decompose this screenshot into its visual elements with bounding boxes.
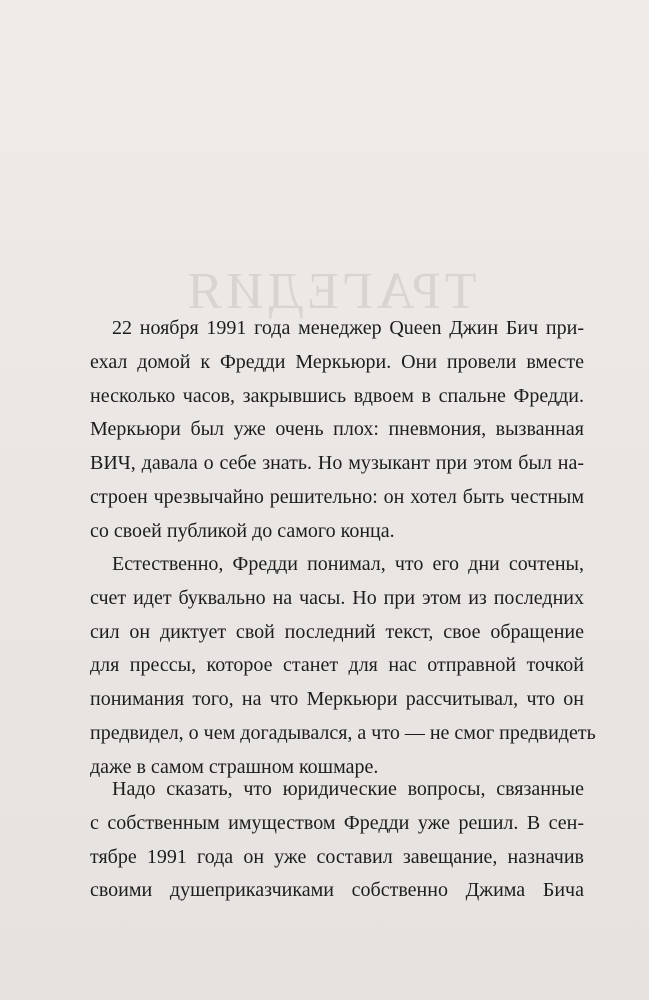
text-line: понимания того, на что Меркьюри рассчитывал, что он — [90, 688, 584, 711]
text-line: с собственным имуществом Фредди уже решил. В сен- — [90, 811, 584, 834]
text-line: предвидел, о чем догадывался, а что — не смог предвидеть — [90, 721, 596, 744]
text-line: Естественно, Фредди понимал, что его дни сочтены, — [112, 553, 584, 575]
text-line: ВИЧ, давала о себе знать. Но музыкант при этом был на- — [90, 452, 584, 475]
paragraph-3 — [90, 773, 584, 908]
text-line: сил он диктует свой последний текст, свое обращение — [90, 620, 584, 643]
text-line: 22 ноября 1991 года менеджер Queen Джин Бич при- — [112, 317, 584, 339]
text-line: со своей публикой до самого конца. — [90, 519, 395, 542]
text-line: счет идет буквально на часы. Но при этом из последних — [90, 586, 584, 609]
bleed-through-title: ТРАГЕДИЯ — [183, 263, 477, 320]
paragraph-2 — [90, 548, 596, 785]
text-line: даже в самом страшном кошмаре. — [90, 755, 379, 778]
text-line: для прессы, которое станет для нас отправной точкой — [90, 654, 584, 677]
text-line: тябре 1991 года он уже составил завещание, назначив — [90, 845, 584, 868]
text-line: Надо сказать, что юридические вопросы, связанные — [112, 778, 584, 800]
text-line: ехал домой к Фредди Меркьюри. Они провели вместе — [90, 350, 584, 373]
text-line: несколько часов, закрывшись вдвоем в спальне Фредди. — [90, 384, 584, 407]
text-line: своими душеприказчиками собственно Джима Бича — [90, 879, 584, 902]
text-line: строен чрезвычайно решительно: он хотел быть честным — [90, 485, 584, 508]
text-line: Меркьюри был уже очень плох: пневмония, вызванная — [90, 418, 584, 441]
paragraph-1 — [90, 312, 584, 549]
